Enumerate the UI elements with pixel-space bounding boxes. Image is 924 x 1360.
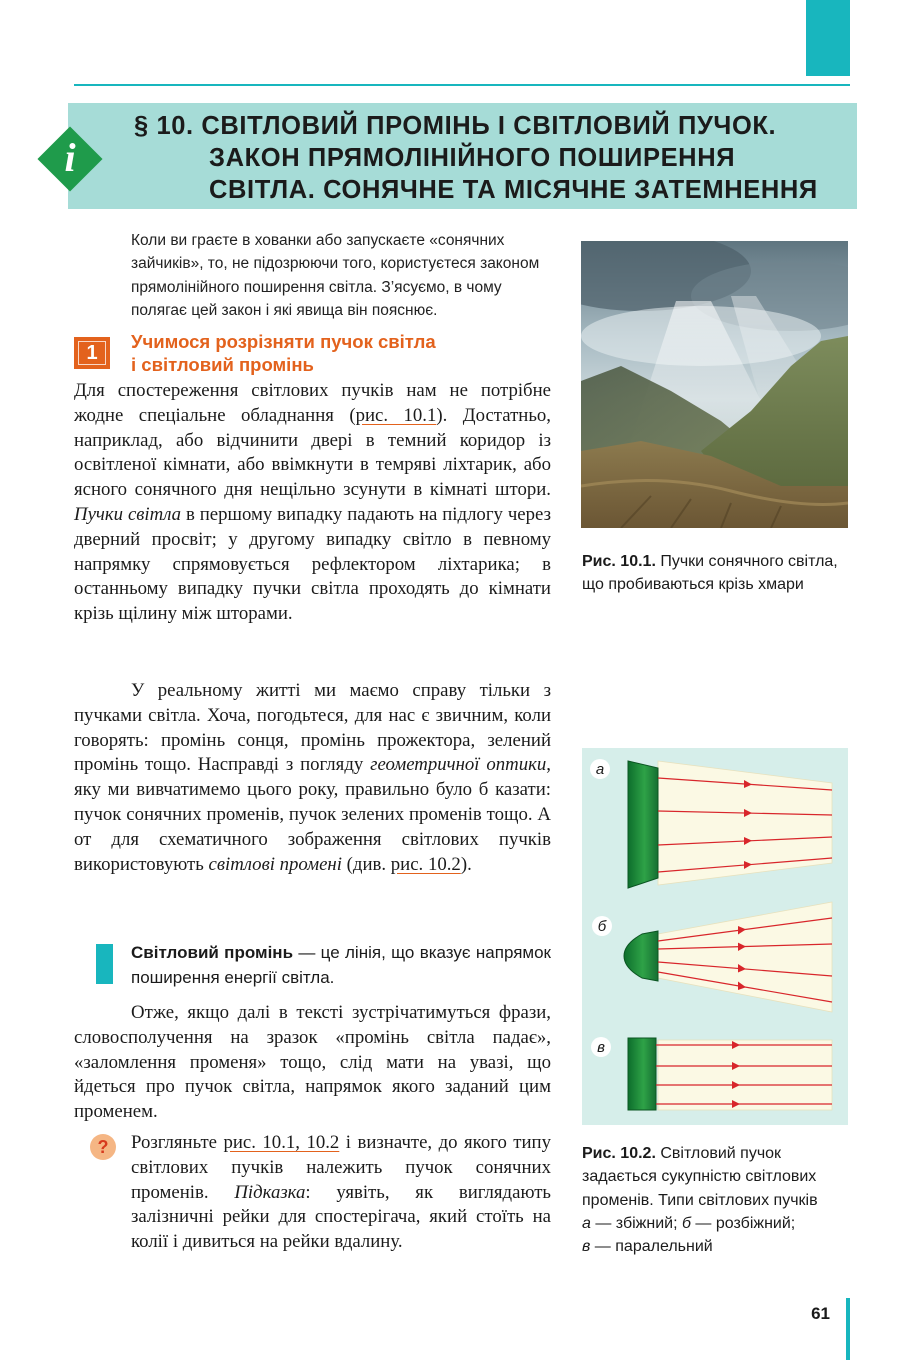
key-b-text: — розбіжний; bbox=[690, 1214, 796, 1232]
q-text-2: і визначте, до якого типу світлових пучків належить пучок сонячних променів. bbox=[131, 1132, 552, 1203]
intro-paragraph: Коли ви граєте в хованки або запускаєте «сонячних зайчиків», то, не підозрюючи того, користуєтеся законом прямолінійного поширення світла. З’ясуємо, в чому полягає цей закон і які явища він пояснює. bbox=[131, 232, 540, 320]
section-title-line-1: Учимося розрізняти пучок світла bbox=[131, 331, 436, 352]
diagram-label-b: б bbox=[597, 918, 607, 935]
page-number-bar bbox=[846, 1298, 850, 1360]
key-v: в bbox=[582, 1238, 591, 1256]
question-paragraph bbox=[131, 1131, 551, 1255]
section-title-line-2: і світловий промінь bbox=[131, 354, 314, 375]
section-title bbox=[131, 330, 551, 376]
p2-italic-term-2: світлові промені bbox=[208, 853, 342, 875]
figure-10-1-caption bbox=[582, 550, 847, 597]
p1-italic-term: Пучки світла bbox=[74, 503, 182, 525]
light-beam-diagram bbox=[582, 748, 848, 1125]
p2-italic-term-1: геометричної оптики bbox=[370, 754, 547, 776]
q-hint-label: Підказка bbox=[234, 1181, 306, 1203]
figure-reference-link[interactable]: рис. 10.1, 10.2 bbox=[223, 1132, 340, 1153]
figure-10-2-label: Рис. 10.2. bbox=[582, 1145, 656, 1162]
key-b: б bbox=[681, 1214, 691, 1232]
diverging-beam-diagram bbox=[624, 902, 832, 1012]
p1-text-2: ). Достатньо, наприклад, або відчинити двері в темний коридор із освітленої кімнати, або ввімкнути в темряві ліхтарик, або ясного сонячного дня нещільно зсунути в кімнаті штори. bbox=[74, 404, 551, 501]
parallel-beam-diagram bbox=[628, 1038, 832, 1110]
figure-10-1-label: Рис. 10.1. bbox=[582, 553, 656, 570]
key-v-text: — паралельний bbox=[590, 1238, 713, 1256]
diagram-label-v: в bbox=[597, 1039, 605, 1056]
section-number-badge bbox=[74, 337, 110, 369]
p2-text-3: (див. bbox=[341, 853, 391, 875]
page-number: 61 bbox=[811, 1304, 830, 1323]
top-color-tab bbox=[806, 0, 850, 76]
p2-text-1: У реальному житті ми маємо справу тільки з пучками світла. Хоча, погодьтеся, для нас є звичним, коли говорять: промінь сонця, промінь прожектора, зелений промінь тощо. Насправді з погляду bbox=[74, 680, 551, 776]
definition-text: — це лінія, що вказує напрямок поширення енергії світла. bbox=[131, 943, 551, 987]
diagram-label-a: а bbox=[595, 761, 605, 778]
figure-10-2-caption bbox=[582, 1142, 847, 1258]
body-paragraph-2 bbox=[74, 679, 551, 877]
figure-10-1-caption-text: Пучки сонячного світла, що пробиваються крізь хмари bbox=[582, 553, 838, 594]
body-paragraph-3: Отже, якщо далі в тексті зустрічатимуться фрази, словосполучення на зразок «промінь світла падає», «заломлення променя» тощо, слід мати на увазі, що йдеться про пучок світла, напрямок якого заданий цим променем. bbox=[74, 1002, 551, 1123]
p1-text-3: в першому випадку падають на підлогу через дверний просвіт; у другому випадку світло в певному напрямку спрямовується рефлектором ліхтарика; в останньому випадку пучки світла проходять до кімнати крізь щілину між шторами. bbox=[74, 503, 551, 625]
page-title bbox=[134, 110, 846, 206]
converging-beam-diagram bbox=[628, 761, 832, 888]
definition-marker bbox=[96, 944, 113, 984]
top-rule bbox=[74, 84, 850, 86]
title-line-3: СВІТЛА. СОНЯЧНЕ ТА МІСЯЧНЕ ЗАТЕМНЕННЯ bbox=[209, 176, 818, 204]
key-a-text: — збіжний; bbox=[590, 1214, 682, 1232]
definition-box bbox=[131, 940, 551, 990]
p2-text-4: ). bbox=[460, 853, 472, 875]
figure-reference-link[interactable]: рис. 10.1 bbox=[355, 404, 437, 426]
title-line-1: § 10. СВІТЛОВИЙ ПРОМІНЬ І СВІТЛОВИЙ ПУЧОК. bbox=[134, 112, 777, 140]
definition-term: Світловий промінь bbox=[131, 943, 294, 962]
sunbeams-mountain-photo bbox=[581, 241, 848, 528]
q-text-1: Розгляньте bbox=[131, 1132, 224, 1153]
q-text-3: : уявіть, як виглядають залізничні рейки для спостерігача, який стоїть на колії і дивиться на рейки вдалину. bbox=[131, 1181, 552, 1253]
title-line-2: ЗАКОН ПРЯМОЛІНІЙНОГО ПОШИРЕННЯ bbox=[209, 144, 736, 172]
p2-text-2: , яку ми вивчатимемо цього року, правильно було б казати: пучок сонячних променів, пучок зелених променів тощо. А от для схематичного зображення світлових пучків використовують bbox=[74, 754, 551, 875]
p1-text-1: Для спостереження світлових пучків нам не потрібне жодне спеціальне обладнання ( bbox=[74, 380, 551, 426]
body-paragraph-1 bbox=[74, 379, 551, 627]
question-icon: ? bbox=[90, 1134, 116, 1160]
key-a: а bbox=[582, 1214, 591, 1232]
figure-10-2-caption-text: Світловий пучок задається сукупністю світлових променів. Типи світлових пучків bbox=[582, 1145, 818, 1209]
figure-reference-link[interactable]: рис. 10.2 bbox=[390, 853, 461, 875]
section-number: 1 bbox=[86, 342, 98, 364]
info-icon-letter: i bbox=[64, 135, 76, 180]
